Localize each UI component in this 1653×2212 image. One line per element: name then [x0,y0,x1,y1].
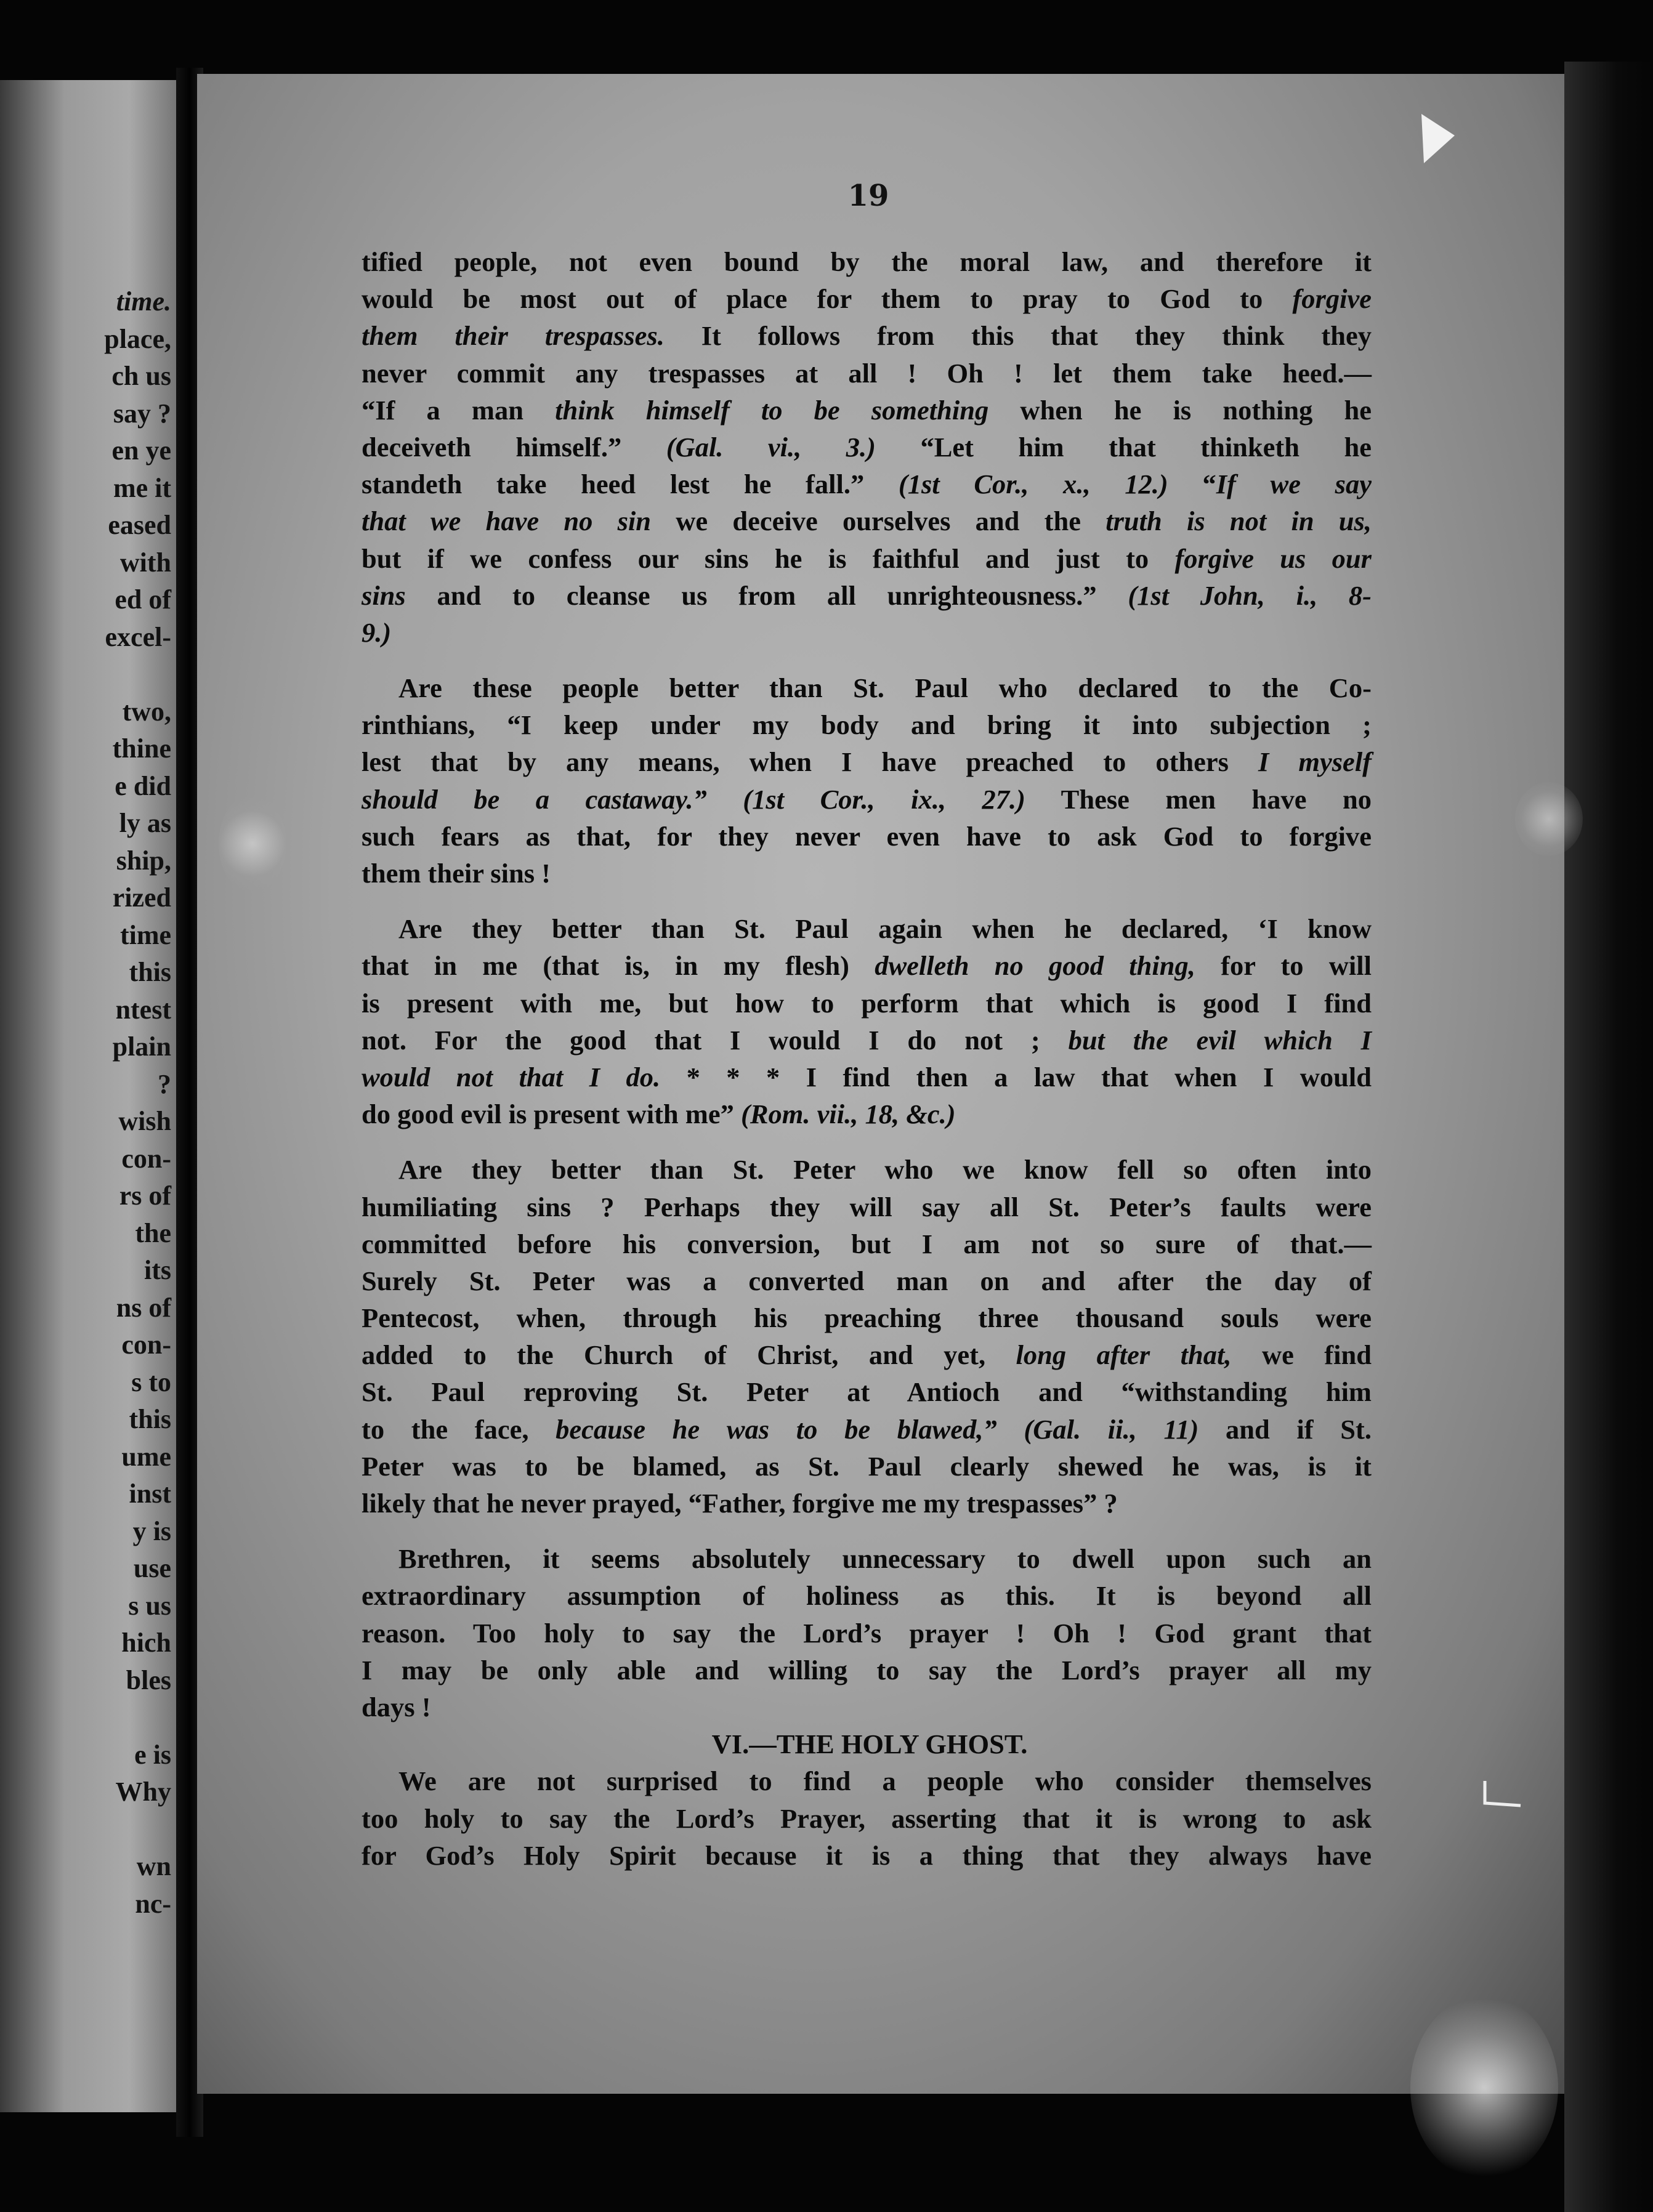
text-line [362,1485,1372,1522]
text-run: we find [1231,1339,1372,1371]
italic-text-run: (1st Cor., x., 12.) [898,469,1168,500]
text-line [362,855,1372,892]
text-run: do good evil is present with me” [362,1099,742,1130]
italic-text-run: (Gal. vi., 3.) [666,431,876,462]
text-line [362,503,1372,539]
text-line [362,1411,1372,1448]
text-run: It follows from this that they think they [664,320,1372,352]
text-run: them their sins ! [362,858,551,889]
text-line [362,781,1372,818]
paragraph-gap [362,651,1372,669]
text-line [362,466,1372,503]
scan-bracket-mark [1481,1778,1524,1809]
previous-page-line: hich [121,1628,171,1658]
previous-page-text [0,283,171,1923]
previous-page-line: ns of [116,1292,171,1323]
text-run: extraordinary assumption of holiness as this. It is beyond all [362,1580,1372,1612]
previous-page-line: the [135,1217,171,1248]
text-run: Pentecost, when, through his preaching three thousand souls were [362,1302,1372,1334]
text-run: * * * I find then a law that when I would [660,1061,1372,1092]
italic-text-run: long after that, [1016,1339,1232,1371]
page-number: 19 [847,179,889,213]
text-run: such fears as that, for they never even have to ask God to forgive [362,820,1372,852]
text-line [362,985,1372,1022]
previous-page-line: s us [128,1590,171,1621]
previous-page-line: ed of [115,584,171,615]
text-run: Brethren, it seems absolutely unnecessary to dwell upon such an [398,1543,1372,1575]
page-right-shadow [1564,62,1653,2212]
page-body-text [362,243,1372,1874]
previous-page-line: s to [131,1366,171,1397]
text-line [362,1373,1372,1410]
text-run: rinthians, “I keep under my body and bring it into subjection ; [362,709,1372,741]
text-run: Are these people better than St. Paul who declared to the Co- [398,672,1372,704]
previous-page-line: time [119,919,171,950]
paragraph [362,669,1372,892]
previous-page-line: e did [115,770,171,801]
text-line [362,577,1372,614]
text-line [362,1540,1372,1577]
paragraph-gap [362,892,1372,910]
italic-text-run: I myself [1258,746,1372,778]
text-run: and if St. [1198,1413,1372,1445]
previous-page-line: me it [113,472,171,503]
text-line [362,392,1372,429]
previous-page-line: ly as [119,808,171,838]
paragraph [362,243,1372,651]
text-line [362,1022,1372,1059]
italic-text-run: them their trespasses. [362,320,665,352]
text-run: We are not surprised to find a people who consider themselves [398,1766,1372,1797]
text-run: lest that by any means, when I have preached to others [362,746,1259,778]
italic-text-run: that we have no sin [362,506,651,537]
text-line [362,1151,1372,1188]
previous-page-line [0,656,171,693]
text-line [362,910,1372,947]
previous-page-line: e is [134,1739,171,1770]
text-line [362,1652,1372,1689]
italic-text-run: dwelleth no good thing, [875,950,1195,982]
text-run: would be most out of place for them to pray to God to [362,283,1293,315]
text-line [362,243,1372,280]
text-run: likely that he never prayed, “Father, forgive me my trespasses” ? [362,1488,1118,1519]
previous-page-line: ntest [115,994,171,1025]
text-line [362,1299,1372,1336]
text-line [362,1615,1372,1652]
previous-page-line: wn [136,1851,171,1881]
previous-page-line [0,1811,171,1849]
text-run: tified people, not even bound by the moral law, and therefore it [362,246,1372,277]
text-line [362,706,1372,743]
text-run: never commit any trespasses at all ! Oh ! let them take heed.— [362,357,1372,389]
italic-text-run: forgive us our [1174,543,1372,574]
previous-page-line: ship, [116,845,171,876]
italic-text-run: (1st John, i., 8- [1128,579,1372,611]
text-run: deceiveth himself.” [362,431,666,462]
previous-page-line: con- [121,1330,171,1360]
text-run: standeth take heed lest he fall.” [362,469,899,500]
text-run: “ [1168,469,1216,500]
text-line [362,1448,1372,1485]
scan-left-stain [219,794,286,893]
text-run: not. For the good that I would I do not ; [362,1024,1069,1056]
previous-page-line: bles [126,1665,171,1695]
previous-page-edge [0,80,185,2112]
previous-page-line: its [144,1255,171,1285]
italic-text-run: should be a castaway.” (1st Cor., ix., 27.) [362,783,1025,815]
text-run: too holy to say the Lord’s Prayer, asserting that it is wrong to ask [362,1802,1372,1834]
text-line [362,355,1372,392]
paragraph [362,910,1372,1132]
previous-page-line: Why [115,1777,171,1807]
text-run: humiliating sins ? Perhaps they will say all St. Peter’s faults were [362,1191,1372,1222]
previous-page-line: ? [158,1068,171,1099]
previous-page-line: rs of [119,1181,171,1211]
text-line [362,947,1372,984]
italic-text-run: 9.) [362,616,392,648]
text-line [362,1689,1372,1726]
text-line [362,1336,1372,1373]
previous-page-line [0,1699,171,1737]
text-line [362,614,1372,651]
previous-page-line: y is [132,1516,171,1546]
text-run: and to cleanse us from all unrighteousness.” [405,579,1128,611]
scan-right-stain [1515,782,1583,856]
text-line [362,429,1372,466]
text-run: when he is nothing he [988,394,1372,426]
italic-text-run: truth is not in us, [1105,506,1372,537]
text-run: These men have no [1025,783,1372,815]
italic-text-run: because he was to be blawed,” (Gal. ii., 11) [556,1413,1199,1445]
text-run: “If a man [362,394,556,426]
previous-page-line: ume [121,1441,171,1472]
scan-light-blot [1410,1995,1558,2180]
text-run: St. Paul reproving St. Peter at Antioch and “withstanding him [362,1376,1372,1408]
text-line [362,540,1372,577]
text-run: Are they better than St. Peter who we know fell so often into [398,1154,1372,1185]
italic-text-run: (Rom. vii., 18, &c.) [741,1099,956,1130]
previous-page-line: plain [112,1031,171,1062]
text-run: added to the Church of Christ, and yet, [362,1339,1016,1371]
text-run: that in me (that is, in my flesh) [362,950,875,982]
italic-text-run: but the evil which I [1068,1024,1372,1056]
text-line [362,1800,1372,1837]
previous-page-line: en ye [111,435,171,466]
text-line [362,1096,1372,1132]
previous-page-line: this [129,1404,171,1434]
text-run: days ! [362,1691,431,1722]
paragraph [362,1540,1372,1726]
text-line [362,280,1372,317]
text-run: reason. Too holy to say the Lord’s prayer ! Oh ! God grant that [362,1617,1372,1649]
previous-page-line: thine [112,733,171,764]
text-line [362,1059,1372,1096]
text-line [362,818,1372,855]
previous-page-line: excel- [105,621,171,652]
italic-text-run: would not that I do. [362,1061,661,1092]
text-run: for to will [1195,950,1372,982]
paragraph [362,1151,1372,1522]
previous-page-line: say ? [113,398,171,429]
text-line [362,1189,1372,1225]
previous-page-line: nc- [135,1888,171,1919]
scan-corner-mark [1417,111,1460,166]
previous-page-line: time. [116,286,171,317]
previous-page-line: two, [122,696,171,727]
text-line [362,317,1372,354]
text-run: we deceive ourselves and the [651,506,1106,537]
text-line [362,669,1372,706]
text-run: committed before his conversion, but I am not so sure of that.— [362,1228,1372,1259]
text-run: is present with me, but how to perform that which is good I find [362,987,1372,1019]
text-line [362,1262,1372,1299]
paragraph-gap [362,1522,1372,1540]
paragraph [362,1762,1372,1874]
previous-page-line: this [129,957,171,987]
text-line [362,1762,1372,1799]
text-run: I may be only able and willing to say the Lord’s prayer all my [362,1654,1372,1685]
section-heading: VI.—THE HOLY GHOST. [711,1729,1028,1760]
text-run: but if we confess our sins he is faithful and just to [362,543,1175,574]
previous-page-line: eased [108,510,171,540]
text-run: “Let him that thinketh he [875,431,1372,462]
text-run: Surely St. Peter was a converted man on and after the day of [362,1265,1372,1296]
previous-page-line: ch us [111,361,171,391]
previous-page-line: rized [112,882,171,913]
previous-page-line: con- [121,1143,171,1174]
text-run: Are they better than St. Paul again when he declared, ‘I know [398,913,1372,945]
italic-text-run: think himself to be something [555,394,989,426]
text-run: to the face, [362,1413,556,1445]
previous-page-line: inst [129,1479,171,1509]
italic-text-run: If we say [1216,469,1372,500]
italic-text-run: sins [362,579,406,611]
text-line [362,1837,1372,1874]
text-run: for God’s Holy Spirit because it is a thing that they always have [362,1839,1372,1871]
text-line [362,1577,1372,1614]
italic-text-run: forgive [1292,283,1372,315]
previous-page-line: place, [104,323,171,354]
text-run: Peter was to be blamed, as St. Paul clearly shewed he was, is it [362,1450,1372,1482]
previous-page-line: wish [118,1106,171,1136]
paragraph-gap [362,1132,1372,1151]
text-line [362,743,1372,780]
previous-page-line: with [119,547,171,578]
text-line [362,1225,1372,1262]
previous-page-line: use [133,1553,171,1583]
